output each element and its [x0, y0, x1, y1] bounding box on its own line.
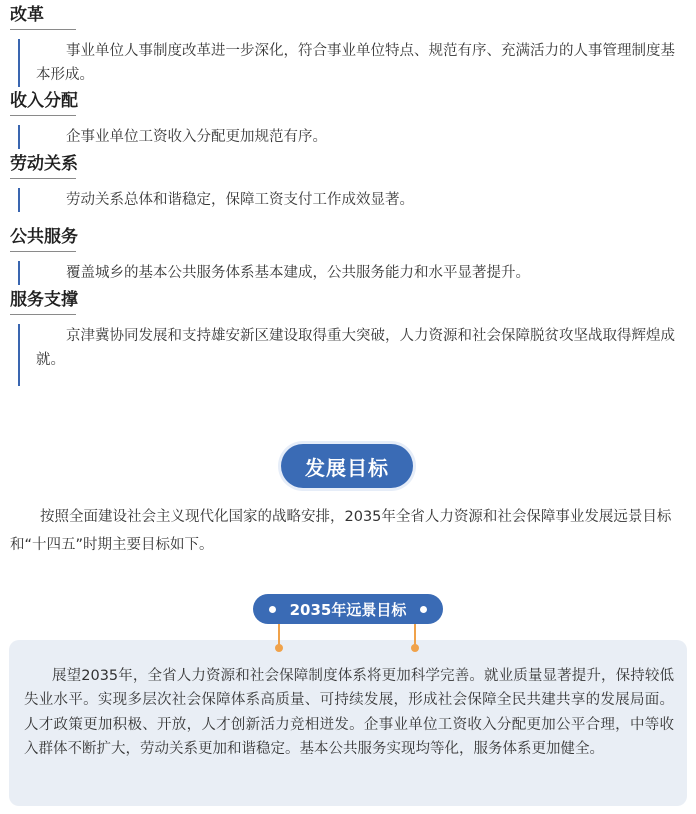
vision-badge	[253, 594, 443, 624]
section-title-labor: 劳动关系	[10, 154, 78, 174]
section-title-reform: 改革	[10, 5, 44, 25]
section-title-support: 服务支撑	[10, 290, 78, 310]
pin-connector-left	[278, 624, 280, 648]
section-body-public-service: 覆盖城乡的基本公共服务体系基本建成，公共服务能力和水平显著提升。	[18, 261, 686, 285]
goals-heading: 发展目标	[281, 444, 413, 488]
section-body-reform: 事业单位人事制度改革进一步深化，符合事业单位特点、规范有序、充满活力的人事管理制度基本形成。	[18, 39, 686, 87]
pin-connector-right	[414, 624, 416, 648]
vision-text: 展望2035年，全省人力资源和社会保障制度体系将更加科学完善。就业质量显著提升，保持较低失业水平。实现多层次社会保障体系高质量、可持续发展，形成社会保障全民共建共享的发展局面。人才政策更加积极、开放，人才创新活力竞相迸发。企事业单位工资收入分配更加公平合理，中等收入群体不断扩大，劳动关系更加和谐稳定。基本公共服务实现均等化，服务体系更加健全。	[24, 668, 674, 757]
dot-icon	[420, 606, 427, 613]
dot-icon	[269, 606, 276, 613]
section-title-income: 收入分配	[10, 91, 78, 111]
section-body-income: 企事业单位工资收入分配更加规范有序。	[18, 125, 686, 149]
goals-intro: 按照全面建设社会主义现代化国家的战略安排，2035年全省人力资源和社会保障事业发展远景目标和“十四五”时期主要目标如下。	[10, 509, 672, 553]
section-body-labor: 劳动关系总体和谐稳定，保障工资支付工作成效显著。	[18, 188, 686, 212]
section-body-support: 京津冀协同发展和支持雄安新区建设取得重大突破，人力资源和社会保障脱贫攻坚战取得辉煌成就。	[18, 324, 686, 386]
section-title-public-service: 公共服务	[10, 227, 78, 247]
vision-badge-label: 2035年远景目标	[289, 600, 407, 619]
